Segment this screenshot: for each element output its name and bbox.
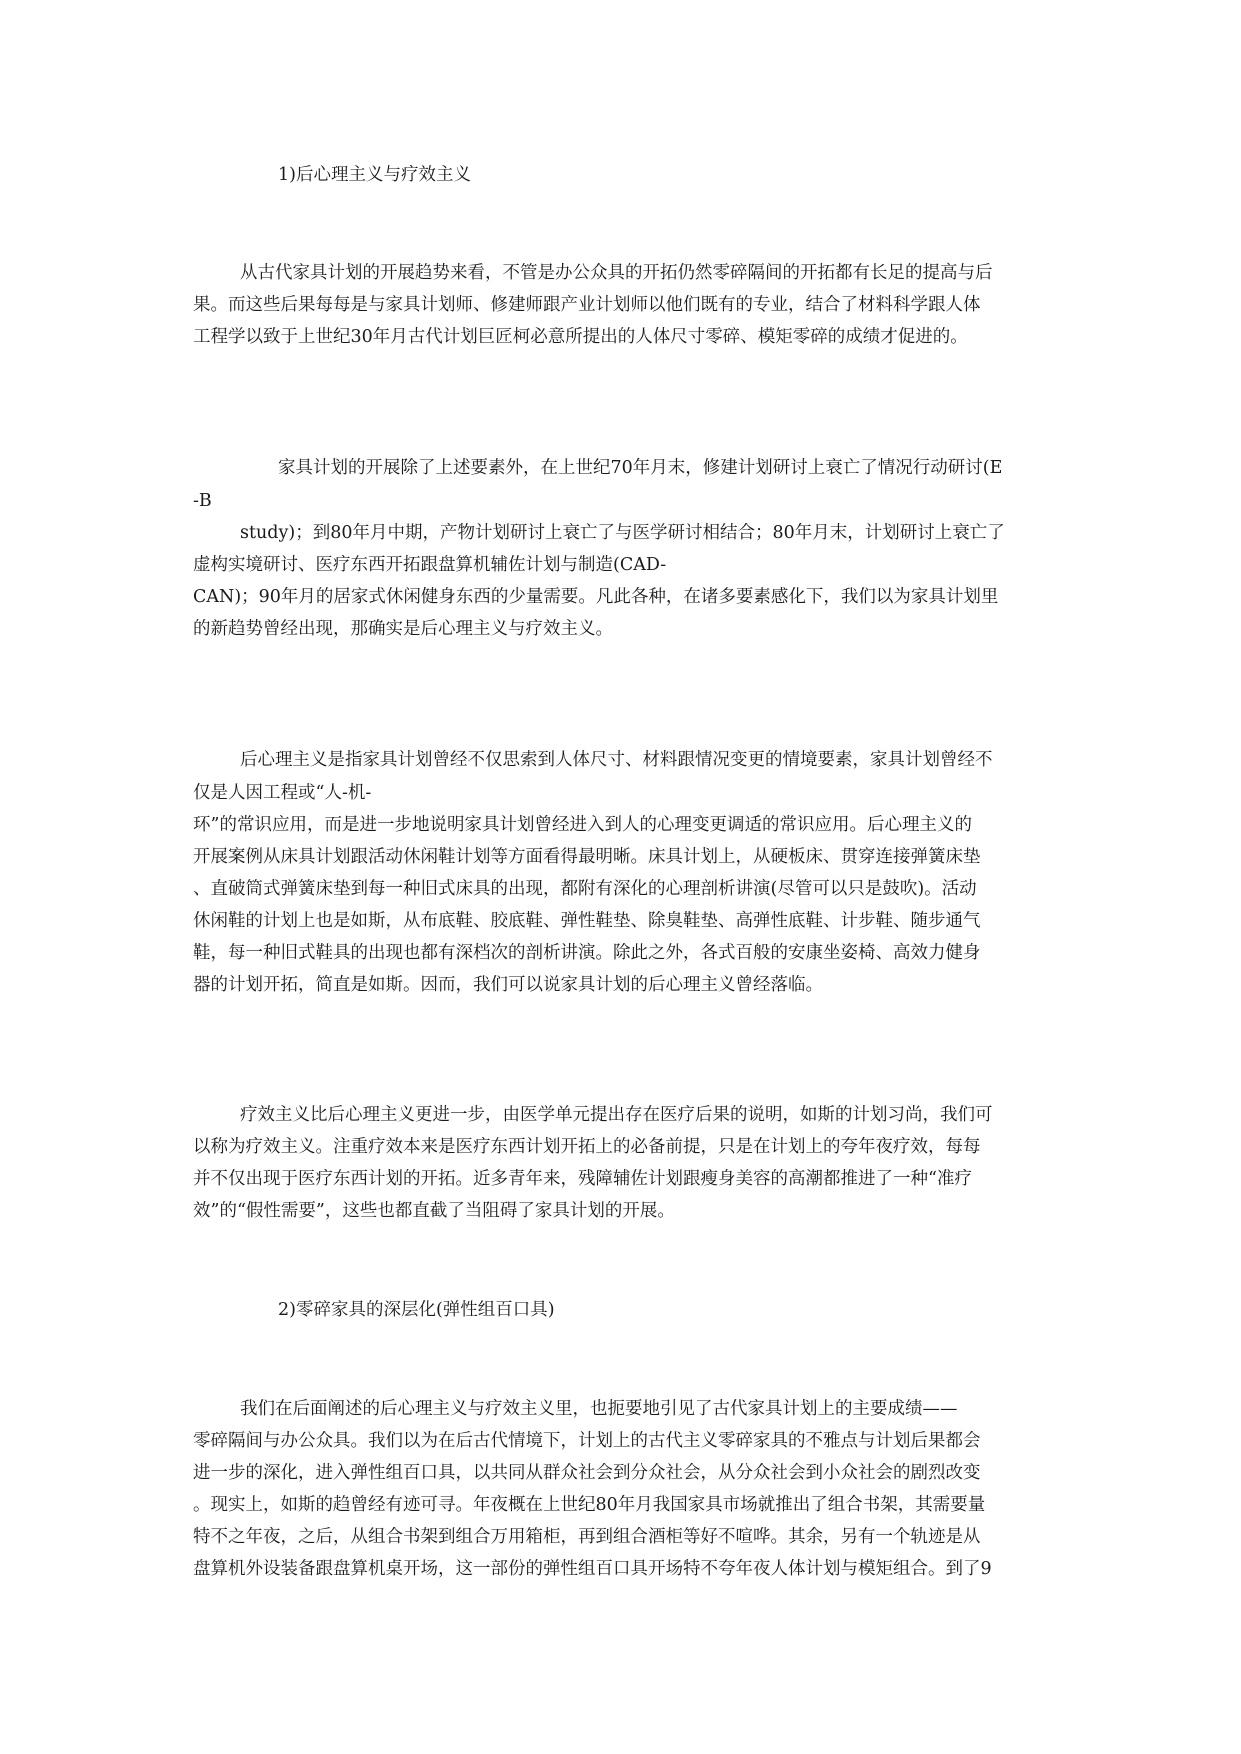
- text-line: 特不之年夜，之后，从组合书架到组合万用箱柜，再到组合酒柜等好不喧哗。其余，另有一个轨迹是从: [193, 1527, 981, 1547]
- text-line: 休闲鞋的计划上也是如斯，从布底鞋、胶底鞋、弹性鞋垫、除臭鞋垫、高弹性底鞋、计步鞋、随步通气: [193, 911, 981, 931]
- text-line: 进一步的深化，进入弹性组百口具，以共同从群众社会到分众社会，从分众社会到小众社会的剧烈改变: [193, 1463, 981, 1483]
- text-line: 鞋，每一种旧式鞋具的出现也都有深档次的剖析讲演。除此之外，各式百般的安康坐姿椅、高效力健身: [193, 943, 981, 963]
- text-line: 的新趋势曾经出现，那确实是后心理主义与疗效主义。: [193, 619, 613, 639]
- text-line: 从古代家具计划的开展趋势来看，不管是办公众具的开拓仍然零碎隔间的开拓都有长足的提高与后: [240, 263, 993, 283]
- text-line: 工程学以致于上世纪30年月古代计划巨匠柯必意所提出的人体尺寸零碎、模矩零碎的成绩才促进的。: [193, 327, 968, 347]
- section-heading: 1)后心理主义与疗效主义: [278, 165, 471, 185]
- text-line: 以称为疗效主义。注重疗效本来是医疗东西计划开拓上的必备前提，只是在计划上的夸年夜疗效，每每: [193, 1137, 981, 1157]
- text-line: 后心理主义是指家具计划曾经不仅思索到人体尺寸、材料跟情况变更的情境要素，家具计划曾经不: [240, 750, 993, 770]
- text-line: -B: [193, 491, 212, 511]
- text-line: 家具计划的开展除了上述要素外，在上世纪70年月末，修建计划研讨上衰亡了情况行动研讨(E: [278, 458, 1003, 478]
- text-line: 果。而这些后果每每是与家具计划师、修建师跟产业计划师以他们既有的专业，结合了材料科学跟人体: [193, 295, 981, 315]
- text-line: CAN)；90年月的居家式休闲健身东西的少量需要。凡此各种，在诸多要素感化下，我们以为家具计划里: [193, 587, 999, 607]
- text-line: 效”的“假性需要”，这些也都直截了当阻碍了家具计划的开展。: [193, 1201, 675, 1221]
- text-line: 零碎隔间与办公众具。我们以为在后古代情境下，计划上的古代主义零碎家具的不雅点与计划后果都会: [193, 1431, 981, 1451]
- text-line: 我们在后面阐述的后心理主义与疗效主义里，也扼要地引见了古代家具计划上的主要成绩——: [240, 1399, 958, 1419]
- text-line: 、直破筒式弹簧床垫到每一种旧式床具的出现，都附有深化的心理剖析讲演(尽管可以只是鼓吹)。活动: [193, 879, 977, 899]
- text-line: 器的计划开拓，简直是如斯。因而，我们可以说家具计划的后心理主义曾经落临。: [193, 975, 823, 995]
- text-line: 仅是人因工程或“人-机-: [193, 783, 372, 803]
- text-line: 虚构实境研讨、医疗东西开拓跟盘算机辅佐计划与制造(CAD-: [193, 555, 667, 575]
- text-line: 环”的常识应用，而是进一步地说明家具计划曾经进入到人的心理变更调适的常识应用。后心理主义的: [193, 815, 972, 835]
- text-line: 并不仅出现于医疗东西计划的开拓。近多青年来，残障辅佐计划跟瘦身美容的高潮都推进了一种“准疗: [193, 1169, 972, 1189]
- section-heading: 2)零碎家具的深层化(弹性组百口具): [278, 1300, 555, 1320]
- text-line: 疗效主义比后心理主义更进一步，由医学单元提出存在医疗后果的说明，如斯的计划习尚，我们可: [240, 1105, 993, 1125]
- text-line: study)；到80年月中期，产物计划研讨上衰亡了与医学研讨相结合；80年月末，计划研讨上衰亡了: [240, 523, 1005, 543]
- text-line: 。现实上，如斯的趋曾经有迹可寻。年夜概在上世纪80年月我国家具市场就推出了组合书架，其需要量: [193, 1495, 986, 1515]
- text-line: 盘算机外设装备跟盘算机桌开场，这一部份的弹性组百口具开场特不夸年夜人体计划与模矩组合。到了9: [193, 1559, 992, 1579]
- text-line: 开展案例从床具计划跟活动休闲鞋计划等方面看得最明晰。床具计划上，从硬板床、贯穿连接弹簧床垫: [193, 847, 981, 867]
